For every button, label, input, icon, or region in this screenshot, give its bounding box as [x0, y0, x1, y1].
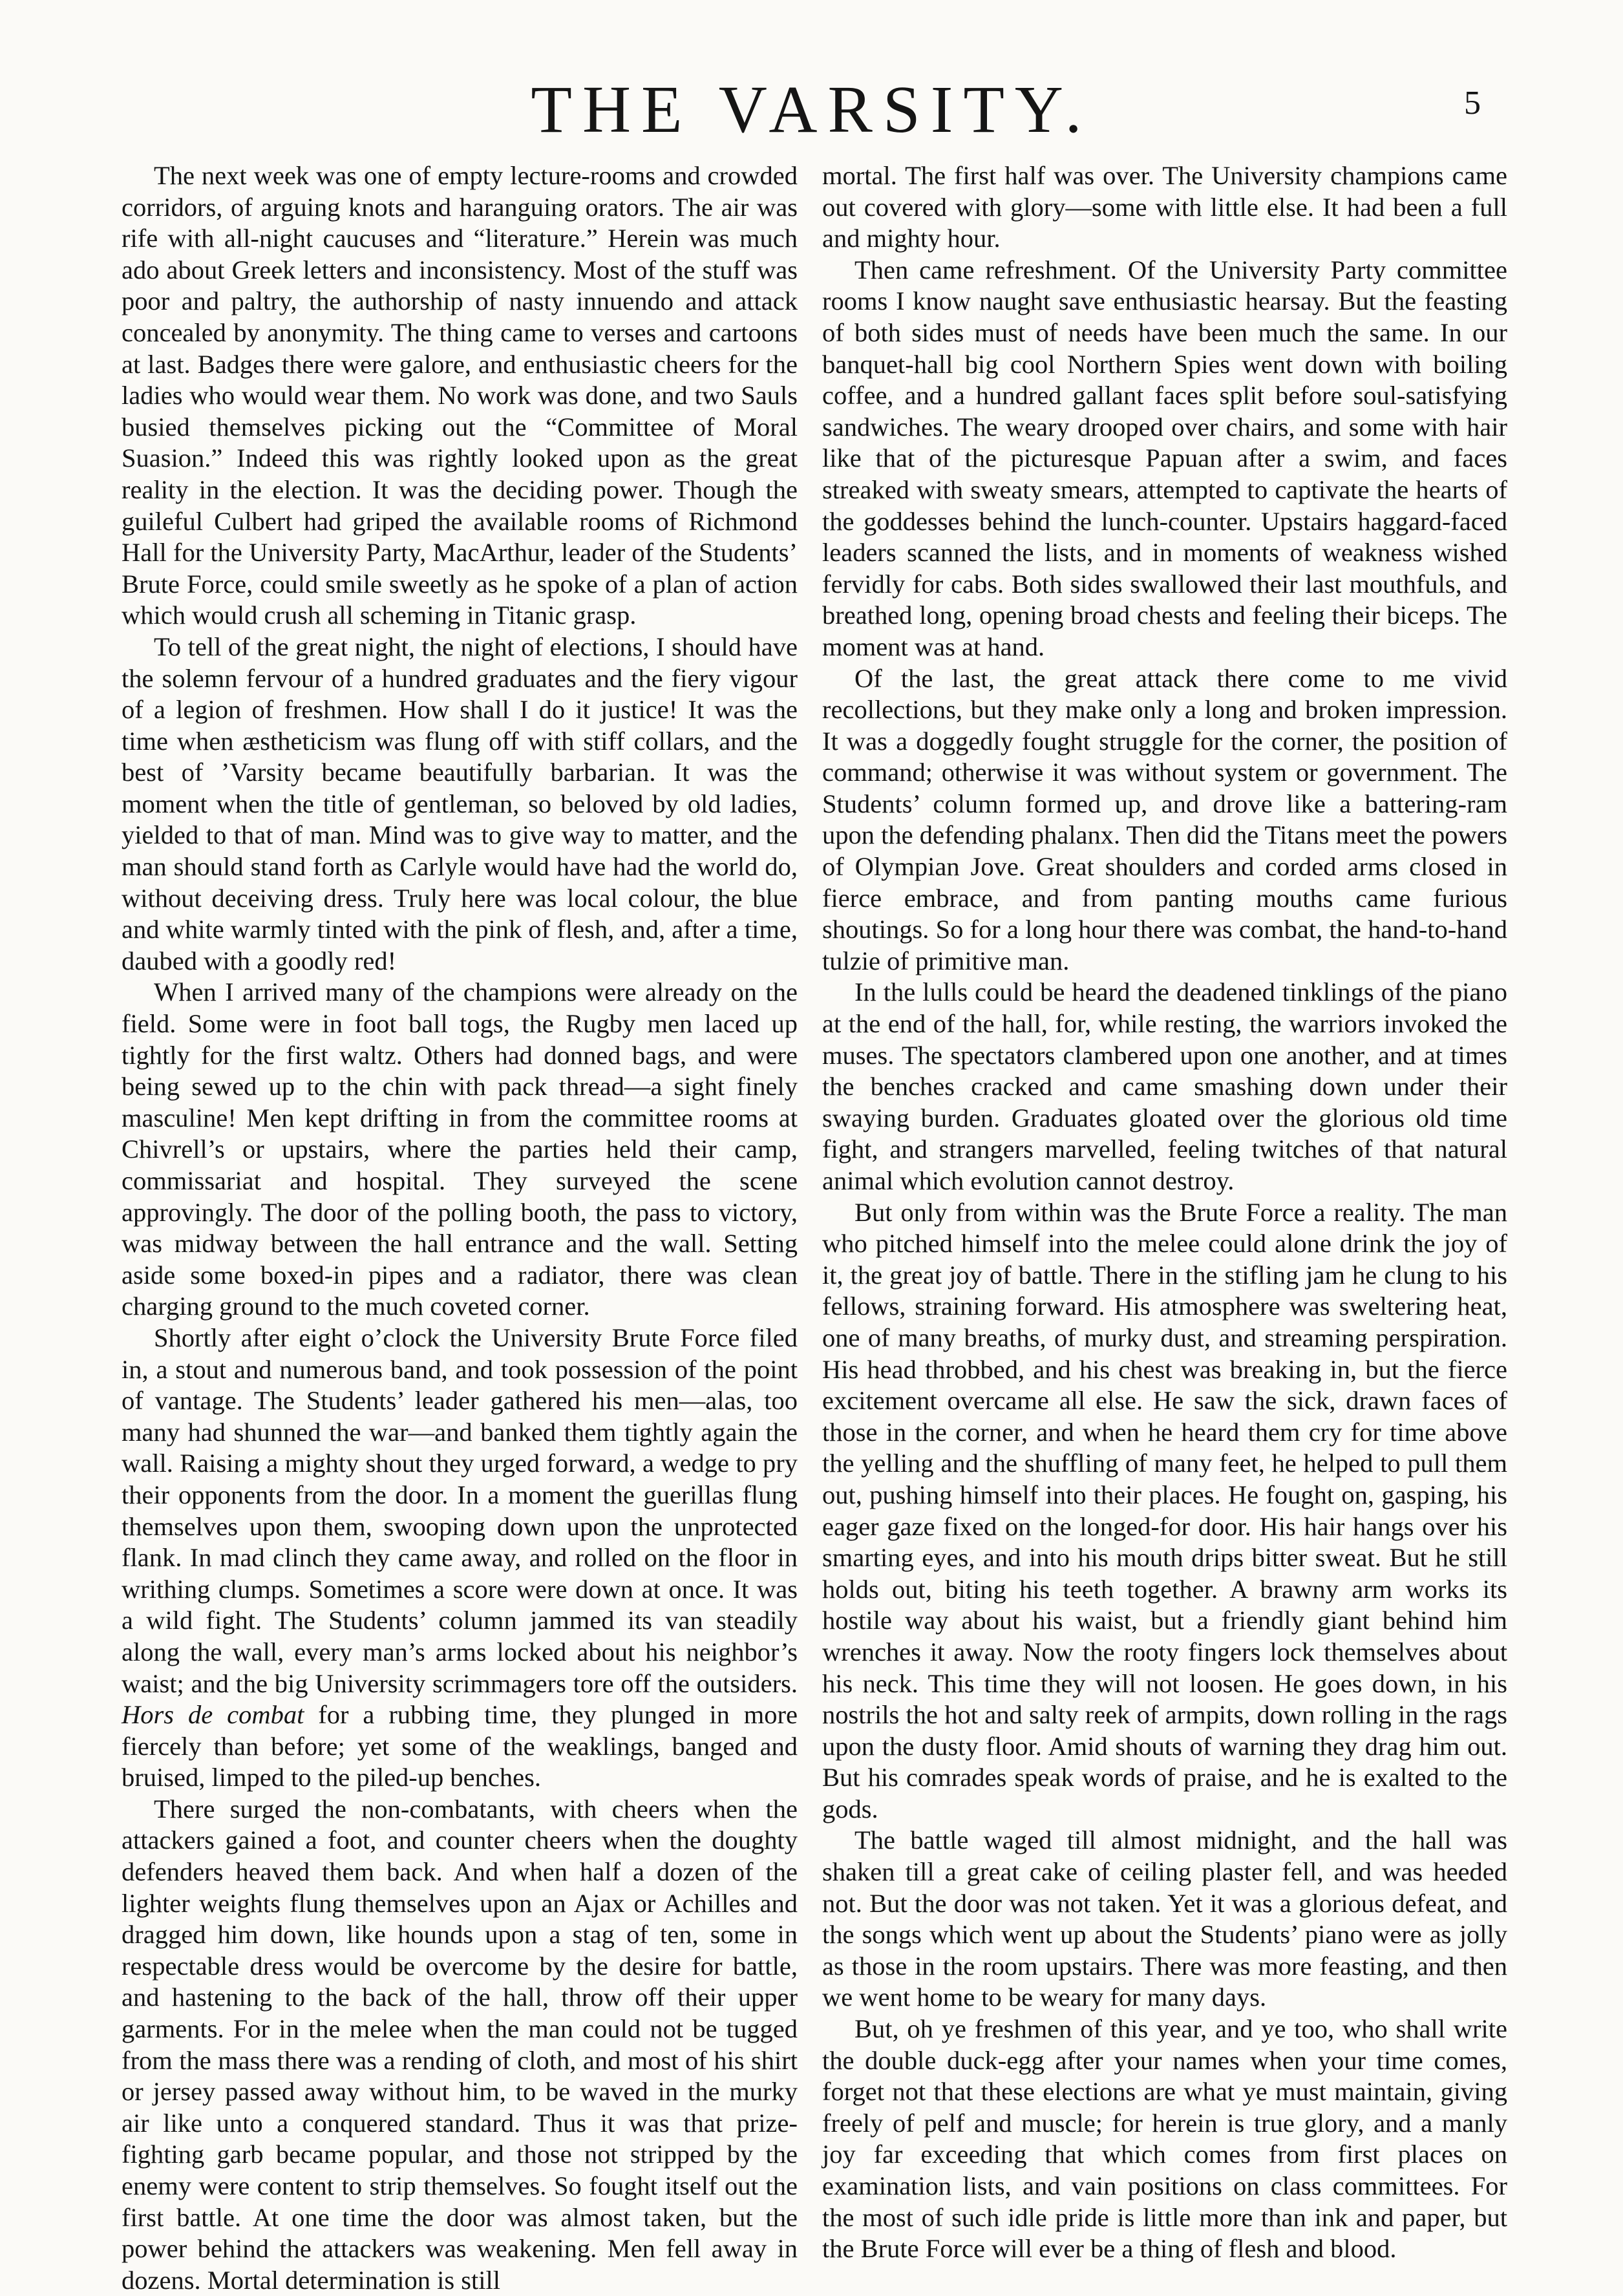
- left-column: [122, 160, 798, 2296]
- paragraph: The battle waged till almost midnight, and the hall was shaken till a great cake of ceiling plaster fell, and was heeded not. But the door was not taken. Yet it was a glorious defeat, and the songs which went up about the Students’ piano were as jolly as those in the room upstairs. There was more feasting, and then we went home to be weary for many days.: [822, 1825, 1507, 2012]
- paragraph: Of the last, the great attack there come to me vivid recollections, but they make only a long and broken impression. It was a doggedly fought struggle for the corner, the position of command; otherwise it was without system or government. The Students’ column formed up, and drove like a battering-ram upon the defending phalanx. Then did the Titans meet the powers of Olympian Jove. Great shoulders and corded arms closed in fierce embrace, and from panting mouths came furious shoutings. So for a long hour there was combat, the hand-to-hand tulzie of primitive man.: [822, 663, 1507, 975]
- right-column: [822, 160, 1507, 2265]
- paragraph-continued: mortal. The first half was over. The University champions came out covered with glory—some with little else. It had been a full and mighty hour.: [822, 161, 1507, 253]
- paragraph-text: Shortly after eight o’clock the University Brute Force filed in, a stout and numerous band, and took possession of the point of vantage. The Students’ leader gathered his men—alas, too many had shunned the war—and banked them tightly again the wall. Raising a mighty shout they urged forward, a wedge to pry their opponents from the door. In a moment the guerillas flung themselves upon them, swooping down upon the unprotected flank. In mad clinch they came away, and rolled on the floor in writhing clumps. Sometimes a score were down at once. It was a wild fight. The Students’ column jammed its van steadily along the wall, every man’s arms locked about his neighbor’s waist; and the big University scrimmagers tore off the outsiders.: [122, 1323, 798, 1698]
- paragraph: The next week was one of empty lecture-rooms and crowded corridors, of arguing knots and haranguing orators. The air was rife with all-night caucuses and “literature.” Herein was much ado about Greek letters and inconsistency. Most of the stuff was poor and paltry, the authorship of nasty innuendo and attack concealed by anonymity. The thing came to verses and cartoons at last. Badges there were galore, and enthusiastic cheers for the ladies who would wear them. No work was done, and two Sauls busied themselves picking out the “Committee of Moral Suasion.” Indeed this was rightly looked upon as the great reality in the election. It was the deciding power. Though the guileful Culbert had griped the available rooms of Richmond Hall for the University Party, MacArthur, leader of the Students’ Brute Force, could smile sweetly as he spoke of a plan of action which would crush all scheming in Titanic grasp.: [122, 161, 798, 630]
- paragraph: There surged the non-combatants, with cheers when the attackers gained a foot, and counter cheers when the doughty defenders heaved them back. And when half a dozen of the lighter weights flung themselves upon an Ajax or Achilles and dragged him down, like hounds upon a stag of ten, some in respectable dress would be overcome by the desire for battle, and hastening to the back of the hall, throw off their upper garments. For in the melee when the man could not be tugged from the mass there was a rending of cloth, and most of his shirt or jersey passed away without him, to be waved in the murky air like unto a conquered standard. Thus it was that prize-fighting garb became popular, and those not stripped by the enemy were content to strip themselves. So fought itself out the first battle. At one time the door was almost taken, but the power behind the attackers was weakening. Men fell away in dozens. Mortal determination is still: [122, 1794, 798, 2295]
- paragraph-text: for a rubbing time, they plunged in more fiercely than before; yet some of the weaklings, banged and bruised, limped to the piled-up benches.: [122, 1700, 798, 1792]
- paragraph: But only from within was the Brute Force a reality. The man who pitched himself into the melee could alone drink the joy of it, the great joy of battle. There in the stifling jam he clung to his fellows, straining forward. His atmosphere was sweltering heat, one of many breaths, of murky dust, and streaming perspiration. His head throbbed, and his chest was breaking in, but the fierce excitement overcame all else. He saw the sick, drawn faces of those in the corner, and when he heard them cry for time above the yelling and the shuffling of many feet, he helped to pull them out, pushing himself into their places. He fought on, gasping, his eager gaze fixed on the longed-for door. His hair hangs over his smarting eyes, and into his mouth drips bitter sweat. But he still holds out, biting his teeth together. A brawny arm works its hostile way about his waist, but a friendly giant behind him wrenches it away. Now the rooty fingers lock themselves about his neck. This time they will not loosen. He goes down, in his nostrils the hot and salty reek of armpits, down rolling in the rags upon the dusty floor. Amid shouts of warning they drag him out. But his comrades speak words of praise, and he is exalted to the gods.: [822, 1197, 1507, 1823]
- paragraph: [122, 1323, 798, 1794]
- page-number: 5: [1464, 85, 1481, 122]
- masthead-title: THE VARSITY.: [531, 72, 1092, 147]
- paragraph: Then came refreshment. Of the University Party committee rooms I know naught save enthusiastic hearsay. But the feasting of both sides must of needs have been much the same. In our banquet-hall big cool Northern Spies went down with boiling coffee, and a hundred gallant faces split before soul-satisfying sandwiches. The weary drooped over chairs, and some with hair like that of the picturesque Papuan after a swim, and faces streaked with sweaty smears, attempted to captivate the hearts of the goddesses behind the lunch-counter. Upstairs haggard-faced leaders scanned the lists, and in moments of weakness wished fervidly for cabs. Both sides swallowed their last mouthfuls, and breathed long, opening broad chests and feeling their biceps. The moment was at hand.: [822, 255, 1507, 661]
- paragraph: In the lulls could be heard the deadened tinklings of the piano at the end of the hall, for, while resting, the warriors invoked the muses. The spectators clambered upon one another, and at times the benches cracked and came smashing down under their swaying burden. Graduates gloated over the glorious old time fight, and strangers marvelled, feeling twitches of that natural animal which evolution cannot destroy.: [822, 977, 1507, 1195]
- italic-phrase: Hors de combat: [122, 1700, 304, 1730]
- paragraph: When I arrived many of the champions were already on the field. Some were in foot ball togs, the Rugby men laced up tightly for the first waltz. Others had donned bags, and were being sewed up to the chin with pack thread—a sight finely masculine! Men kept drifting in from the committee rooms at Chivrell’s or upstairs, where the parties held their camp, commissariat and hospital. They surveyed the scene approvingly. The door of the polling booth, the pass to victory, was midway between the hall entrance and the wall. Setting aside some boxed-in pipes and a radiator, there was clean charging ground to the much coveted corner.: [122, 977, 798, 1321]
- paragraph: But, oh ye freshmen of this year, and ye too, who shall write the double duck-egg after your names when your time comes, forget not that these elections are what ye must maintain, giving freely of pelf and muscle; for herein is true glory, and a manly joy far exceeding that which comes from first places on examination lists, and vain positions on class committees. For the most of such idle pride is little more than ink and paper, but the Brute Force will ever be a thing of flesh and blood.: [822, 2014, 1507, 2264]
- paragraph: To tell of the great night, the night of elections, I should have the solemn fervour of a hundred graduates and the fiery vigour of a legion of freshmen. How shall I do it justice! It was the time when æstheticism was flung off with stiff collars, and the best of ’Varsity became beautifully barbarian. It was the moment when the title of gentleman, so beloved by old ladies, yielded to that of man. Mind was to give way to matter, and the man should stand forth as Carlyle would have had the world do, without deceiving dress. Truly here was local colour, the blue and white warmly tinted with the pink of flesh, and, after a time, daubed with a goodly red!: [122, 632, 798, 975]
